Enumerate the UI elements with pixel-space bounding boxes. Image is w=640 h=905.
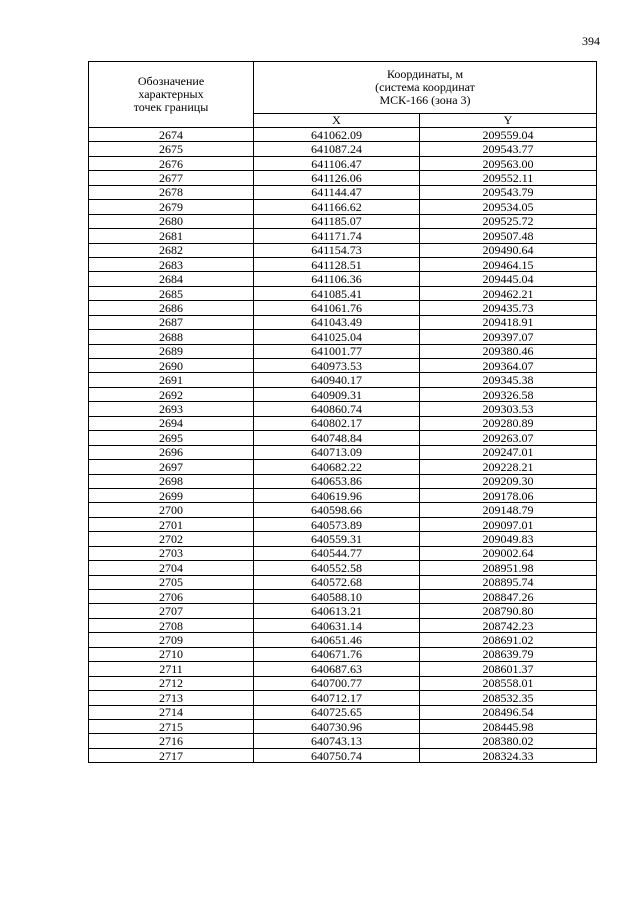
y-column-header: Y — [420, 114, 597, 128]
table-row — [89, 330, 597, 344]
table-row — [89, 286, 597, 300]
y-coordinate-cell: 209002.64 — [420, 546, 597, 560]
y-coordinate-cell: 209247.01 — [420, 445, 597, 459]
y-coordinate-cell: 209049.83 — [420, 532, 597, 546]
table-row — [89, 488, 597, 502]
y-coordinate-cell: 209462.21 — [420, 286, 597, 300]
table-row — [89, 633, 597, 647]
x-coordinate-cell: 641025.04 — [254, 330, 420, 344]
y-coordinate-cell: 209445.04 — [420, 272, 597, 286]
points-header-line-2: характерных — [138, 87, 204, 101]
y-coordinate-cell: 209563.00 — [420, 156, 597, 170]
point-id-cell: 2694 — [89, 416, 254, 430]
point-id-cell: 2702 — [89, 532, 254, 546]
x-coordinate-cell: 641128.51 — [254, 257, 420, 271]
point-id-cell: 2699 — [89, 488, 254, 502]
x-coordinate-cell: 640619.96 — [254, 488, 420, 502]
y-coordinate-cell: 209490.64 — [420, 243, 597, 257]
coords-header-line-1: Координаты, м — [386, 67, 464, 81]
table-row — [89, 662, 597, 676]
y-coordinate-cell: 209534.05 — [420, 200, 597, 214]
point-id-cell: 2714 — [89, 705, 254, 719]
table-row — [89, 575, 597, 589]
x-column-header: X — [254, 114, 420, 128]
table-row — [89, 719, 597, 733]
point-id-cell: 2712 — [89, 676, 254, 690]
y-coordinate-cell: 209097.01 — [420, 517, 597, 531]
point-id-cell: 2690 — [89, 359, 254, 373]
x-coordinate-cell: 640725.65 — [254, 705, 420, 719]
point-id-cell: 2697 — [89, 460, 254, 474]
point-id-cell: 2686 — [89, 301, 254, 315]
table-row — [89, 416, 597, 430]
coords-header-line-2: (система координат — [375, 80, 475, 94]
point-id-cell: 2716 — [89, 734, 254, 748]
point-id-cell: 2692 — [89, 387, 254, 401]
x-coordinate-cell: 640559.31 — [254, 532, 420, 546]
y-coordinate-cell: 208790.80 — [420, 604, 597, 618]
table-body — [89, 128, 597, 763]
table-row — [89, 301, 597, 315]
point-id-cell: 2689 — [89, 344, 254, 358]
point-id-cell: 2682 — [89, 243, 254, 257]
table-row — [89, 517, 597, 531]
x-coordinate-cell: 640802.17 — [254, 416, 420, 430]
table-row — [89, 590, 597, 604]
table-row — [89, 748, 597, 762]
point-id-cell: 2688 — [89, 330, 254, 344]
x-coordinate-cell: 641166.62 — [254, 200, 420, 214]
y-coordinate-cell: 209364.07 — [420, 359, 597, 373]
point-id-cell: 2677 — [89, 171, 254, 185]
table-row — [89, 402, 597, 416]
x-coordinate-cell: 641085.41 — [254, 286, 420, 300]
points-header-line-3: точек границы — [133, 100, 209, 114]
y-coordinate-cell: 209228.21 — [420, 460, 597, 474]
y-coordinate-cell: 208601.37 — [420, 662, 597, 676]
table-row — [89, 214, 597, 228]
y-coordinate-cell: 209303.53 — [420, 402, 597, 416]
y-coordinate-cell: 208742.23 — [420, 618, 597, 632]
y-coordinate-cell: 209209.30 — [420, 474, 597, 488]
point-id-cell: 2715 — [89, 719, 254, 733]
x-coordinate-cell: 640682.22 — [254, 460, 420, 474]
y-coordinate-cell: 208380.02 — [420, 734, 597, 748]
x-coordinate-cell: 640631.14 — [254, 618, 420, 632]
point-id-cell: 2691 — [89, 373, 254, 387]
x-coordinate-cell: 640572.68 — [254, 575, 420, 589]
point-id-cell: 2710 — [89, 647, 254, 661]
x-coordinate-cell: 641001.77 — [254, 344, 420, 358]
point-id-cell: 2700 — [89, 503, 254, 517]
x-coordinate-cell: 641043.49 — [254, 315, 420, 329]
table-row — [89, 128, 597, 142]
point-id-cell: 2696 — [89, 445, 254, 459]
x-coordinate-cell: 641154.73 — [254, 243, 420, 257]
point-id-cell: 2679 — [89, 200, 254, 214]
table-row — [89, 156, 597, 170]
x-coordinate-cell: 640598.66 — [254, 503, 420, 517]
y-coordinate-cell: 209543.79 — [420, 185, 597, 199]
x-coordinate-cell: 640613.21 — [254, 604, 420, 618]
y-coordinate-cell: 208558.01 — [420, 676, 597, 690]
y-coordinate-cell: 209543.77 — [420, 142, 597, 156]
x-coordinate-cell: 640750.74 — [254, 748, 420, 762]
x-coordinate-cell: 641061.76 — [254, 301, 420, 315]
y-coordinate-cell: 209464.15 — [420, 257, 597, 271]
table-header — [89, 62, 597, 128]
point-id-cell: 2713 — [89, 691, 254, 705]
y-coordinate-cell: 208532.35 — [420, 691, 597, 705]
x-coordinate-cell: 640552.58 — [254, 561, 420, 575]
x-coordinate-cell: 640573.89 — [254, 517, 420, 531]
coordinates-table — [88, 61, 597, 763]
x-coordinate-cell: 641106.47 — [254, 156, 420, 170]
table-row — [89, 705, 597, 719]
point-id-cell: 2708 — [89, 618, 254, 632]
y-coordinate-cell: 209435.73 — [420, 301, 597, 315]
y-coordinate-cell: 208445.98 — [420, 719, 597, 733]
y-coordinate-cell: 209525.72 — [420, 214, 597, 228]
y-coordinate-cell: 209380.46 — [420, 344, 597, 358]
y-coordinate-cell: 208847.26 — [420, 590, 597, 604]
x-coordinate-cell: 641171.74 — [254, 229, 420, 243]
table-row — [89, 618, 597, 632]
table-row — [89, 243, 597, 257]
x-coordinate-cell: 640730.96 — [254, 719, 420, 733]
x-coordinate-cell: 640687.63 — [254, 662, 420, 676]
point-id-cell: 2675 — [89, 142, 254, 156]
x-coordinate-cell: 640712.17 — [254, 691, 420, 705]
table-row — [89, 359, 597, 373]
table-row — [89, 546, 597, 560]
y-coordinate-cell: 208895.74 — [420, 575, 597, 589]
point-id-cell: 2711 — [89, 662, 254, 676]
x-coordinate-cell: 640743.13 — [254, 734, 420, 748]
y-coordinate-cell: 208496.54 — [420, 705, 597, 719]
table-row — [89, 460, 597, 474]
table-row — [89, 431, 597, 445]
y-coordinate-cell: 209397.07 — [420, 330, 597, 344]
x-coordinate-cell: 640860.74 — [254, 402, 420, 416]
point-id-cell: 2681 — [89, 229, 254, 243]
point-id-cell: 2701 — [89, 517, 254, 531]
y-coordinate-cell: 209326.58 — [420, 387, 597, 401]
table-row — [89, 734, 597, 748]
point-id-cell: 2684 — [89, 272, 254, 286]
point-id-cell: 2698 — [89, 474, 254, 488]
table-row — [89, 691, 597, 705]
x-coordinate-cell: 640671.76 — [254, 647, 420, 661]
table-row — [89, 315, 597, 329]
y-coordinate-cell: 209507.48 — [420, 229, 597, 243]
x-coordinate-cell: 640713.09 — [254, 445, 420, 459]
x-coordinate-cell: 640544.77 — [254, 546, 420, 560]
x-coordinate-cell: 641144.47 — [254, 185, 420, 199]
point-id-cell: 2680 — [89, 214, 254, 228]
coords-header-line-3: МСК-166 (зона 3) — [379, 93, 471, 107]
y-coordinate-cell: 209178.06 — [420, 488, 597, 502]
point-id-cell: 2674 — [89, 128, 254, 142]
x-coordinate-cell: 640909.31 — [254, 387, 420, 401]
y-coordinate-cell: 209263.07 — [420, 431, 597, 445]
y-coordinate-cell: 209552.11 — [420, 171, 597, 185]
table-row — [89, 445, 597, 459]
point-id-cell: 2704 — [89, 561, 254, 575]
y-coordinate-cell: 208691.02 — [420, 633, 597, 647]
point-id-cell: 2703 — [89, 546, 254, 560]
table-row — [89, 272, 597, 286]
x-coordinate-cell: 640588.10 — [254, 590, 420, 604]
table-row — [89, 200, 597, 214]
points-column-header — [89, 62, 254, 128]
x-coordinate-cell: 641126.06 — [254, 171, 420, 185]
table-row — [89, 229, 597, 243]
point-id-cell: 2709 — [89, 633, 254, 647]
page-number: 394 — [582, 34, 600, 48]
coordinates-column-header — [254, 62, 597, 114]
x-coordinate-cell: 641185.07 — [254, 214, 420, 228]
x-coordinate-cell: 640700.77 — [254, 676, 420, 690]
table-row — [89, 676, 597, 690]
y-coordinate-cell: 208324.33 — [420, 748, 597, 762]
point-id-cell: 2707 — [89, 604, 254, 618]
y-coordinate-cell: 209418.91 — [420, 315, 597, 329]
y-coordinate-cell: 209559.04 — [420, 128, 597, 142]
table-row — [89, 185, 597, 199]
table-row — [89, 532, 597, 546]
table-row — [89, 257, 597, 271]
y-coordinate-cell: 209280.89 — [420, 416, 597, 430]
table-row — [89, 142, 597, 156]
table-row — [89, 561, 597, 575]
table-row — [89, 604, 597, 618]
table-row — [89, 647, 597, 661]
table-row — [89, 373, 597, 387]
x-coordinate-cell: 640973.53 — [254, 359, 420, 373]
point-id-cell: 2706 — [89, 590, 254, 604]
x-coordinate-cell: 641087.24 — [254, 142, 420, 156]
table-row — [89, 171, 597, 185]
table-row — [89, 344, 597, 358]
table-row — [89, 474, 597, 488]
table-row — [89, 503, 597, 517]
x-coordinate-cell: 640940.17 — [254, 373, 420, 387]
table-row — [89, 387, 597, 401]
y-coordinate-cell: 208951.98 — [420, 561, 597, 575]
point-id-cell: 2705 — [89, 575, 254, 589]
point-id-cell: 2683 — [89, 257, 254, 271]
x-coordinate-cell: 641062.09 — [254, 128, 420, 142]
point-id-cell: 2687 — [89, 315, 254, 329]
point-id-cell: 2695 — [89, 431, 254, 445]
x-coordinate-cell: 641106.36 — [254, 272, 420, 286]
points-header-line-1: Обозначение — [137, 74, 205, 88]
y-coordinate-cell: 209345.38 — [420, 373, 597, 387]
point-id-cell: 2717 — [89, 748, 254, 762]
point-id-cell: 2685 — [89, 286, 254, 300]
y-coordinate-cell: 208639.79 — [420, 647, 597, 661]
x-coordinate-cell: 640651.46 — [254, 633, 420, 647]
x-coordinate-cell: 640653.86 — [254, 474, 420, 488]
x-coordinate-cell: 640748.84 — [254, 431, 420, 445]
y-coordinate-cell: 209148.79 — [420, 503, 597, 517]
point-id-cell: 2693 — [89, 402, 254, 416]
point-id-cell: 2676 — [89, 156, 254, 170]
point-id-cell: 2678 — [89, 185, 254, 199]
